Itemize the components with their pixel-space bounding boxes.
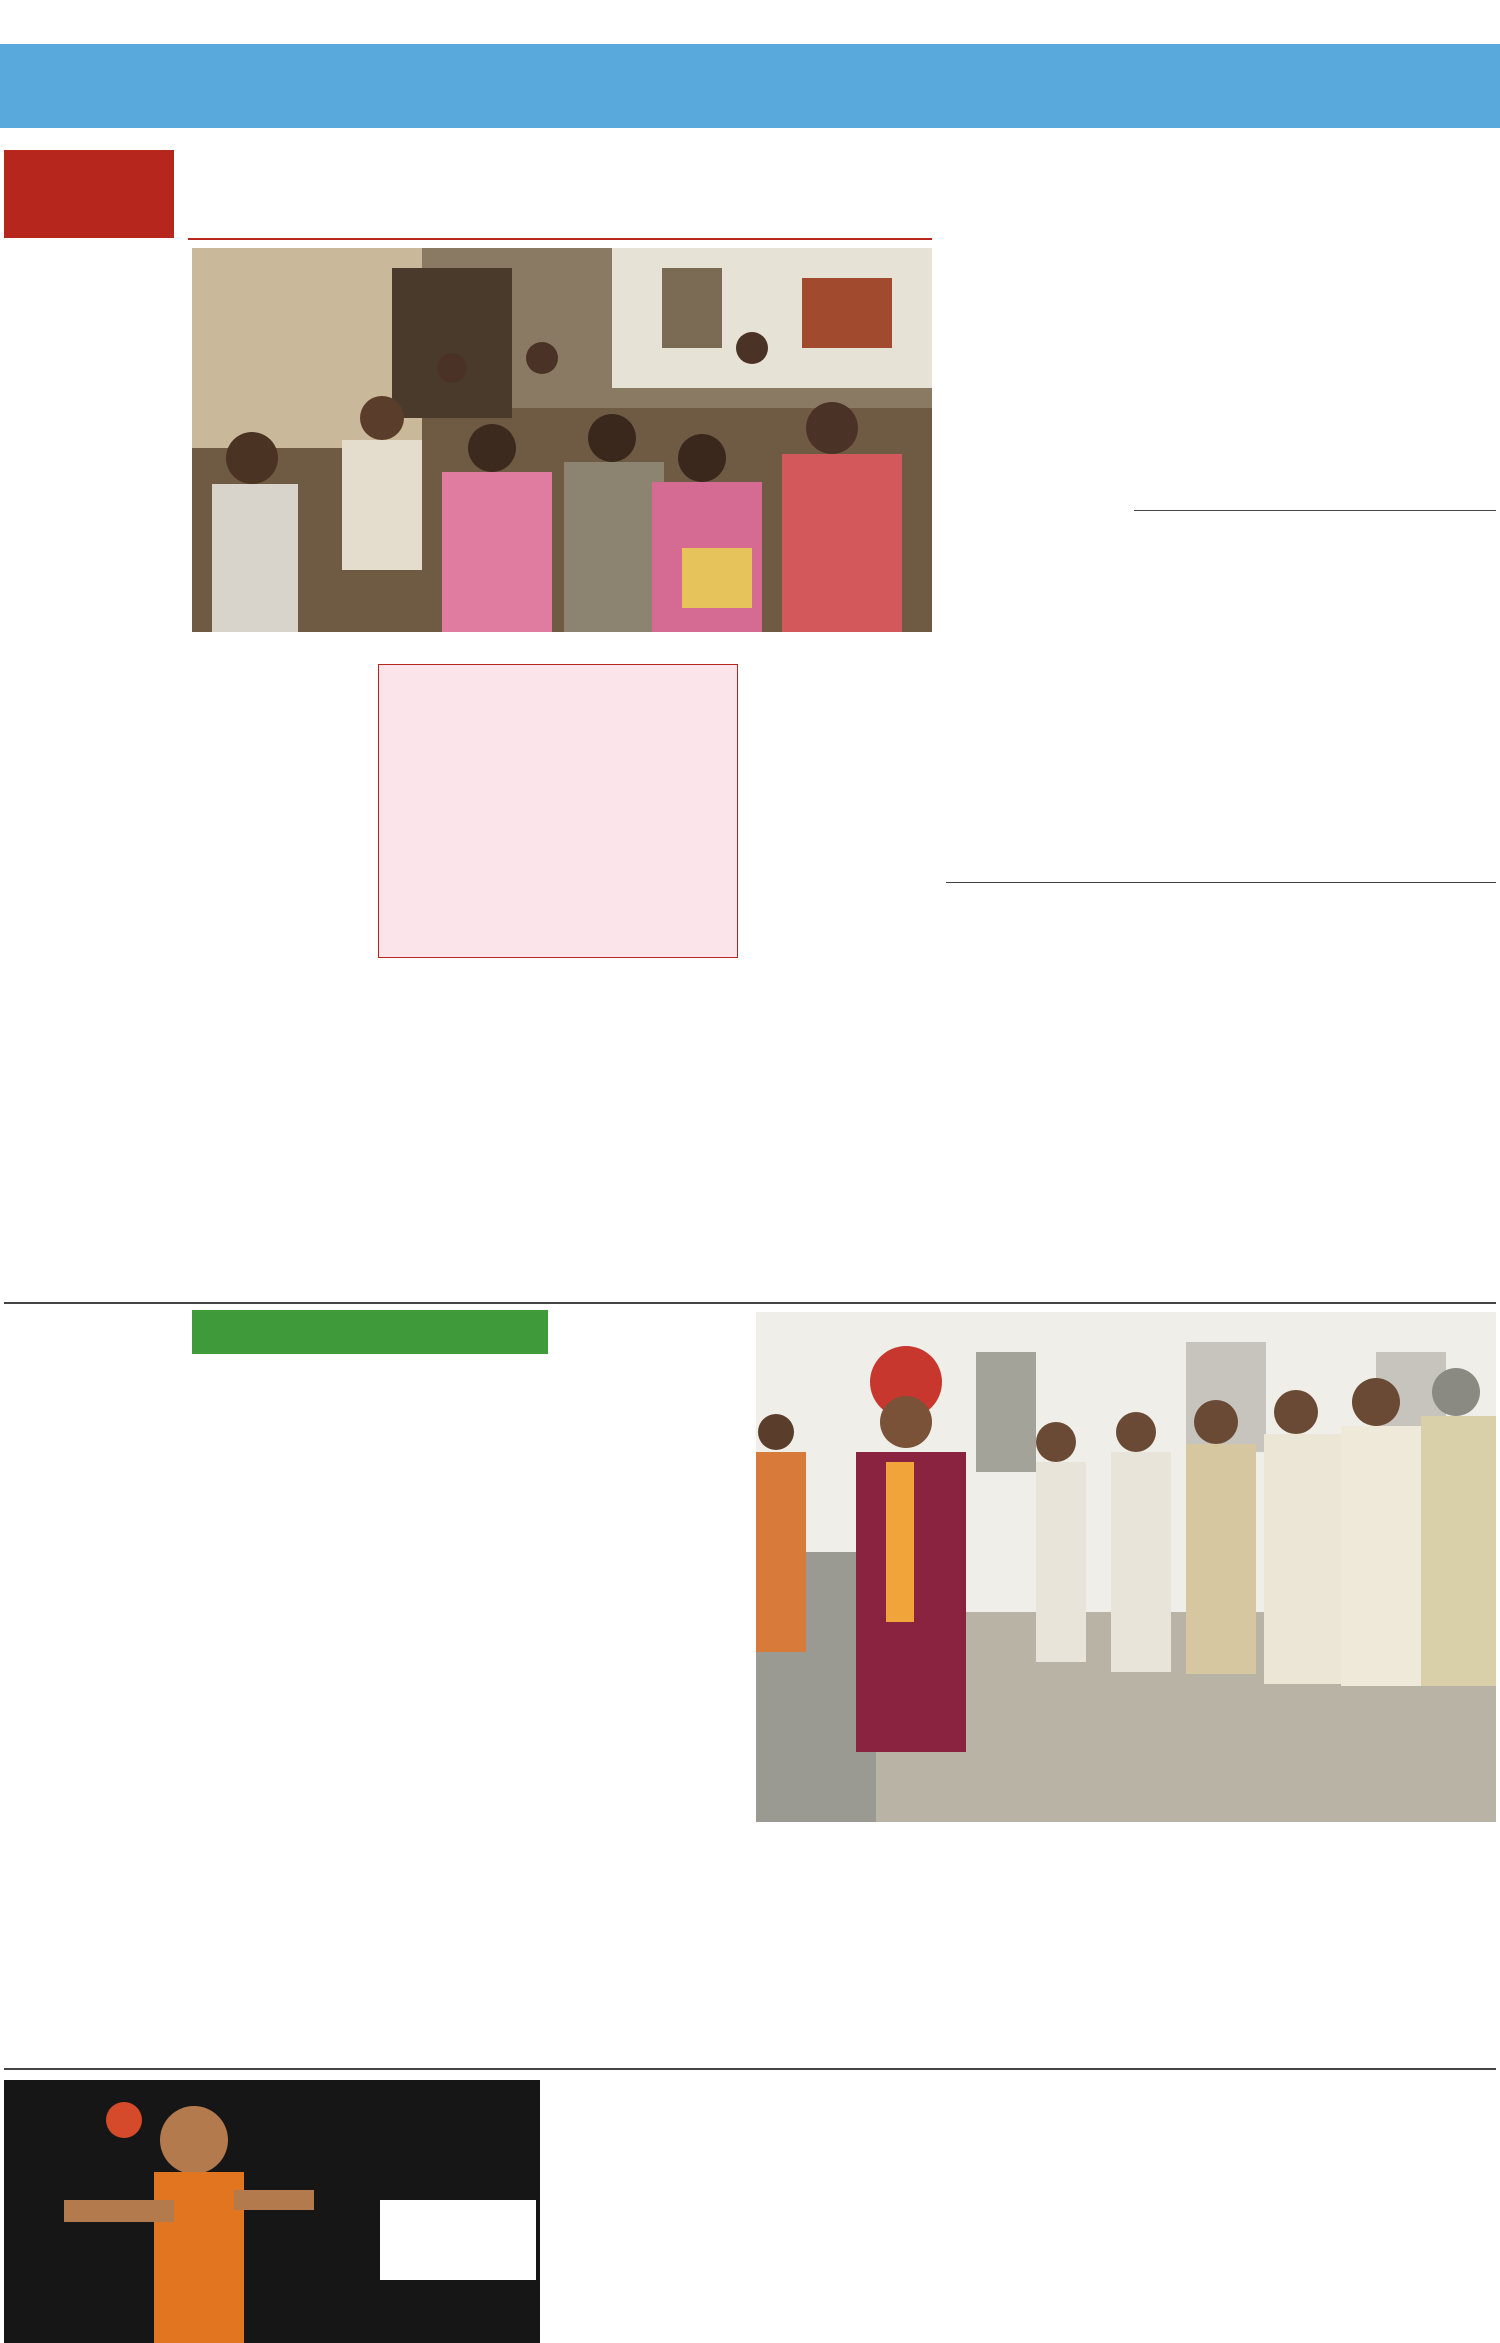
story9-kicker bbox=[548, 2082, 1308, 2110]
dateline-city bbox=[1220, 66, 1488, 84]
story2-text bbox=[946, 262, 1122, 874]
story7-text bbox=[192, 1422, 548, 2062]
section-divider-1 bbox=[4, 1302, 1496, 1304]
story1-headline bbox=[188, 152, 938, 234]
story1-box-title bbox=[390, 670, 726, 716]
story9-headline bbox=[548, 2114, 1308, 2180]
story7-headline bbox=[192, 1360, 548, 1416]
story1-col1 bbox=[4, 248, 182, 1298]
story2-headline bbox=[946, 152, 1122, 252]
story5-rule bbox=[946, 882, 1496, 883]
story1-rule bbox=[188, 238, 932, 240]
crowd-photo bbox=[192, 248, 932, 632]
story4-kicker bbox=[1134, 516, 1496, 542]
story8-text bbox=[556, 1500, 746, 2062]
story6-text bbox=[4, 1452, 184, 2064]
story5-headline bbox=[946, 888, 1496, 938]
dance-photo-caption bbox=[380, 2200, 536, 2280]
masthead-logo bbox=[60, 0, 440, 108]
dateline-date bbox=[1180, 86, 1488, 104]
story10-headline bbox=[1318, 2082, 1496, 2116]
story10-text bbox=[1318, 2120, 1496, 2336]
story3-headline bbox=[1134, 150, 1496, 300]
story1-kicker bbox=[10, 156, 168, 232]
story1-box-text bbox=[388, 722, 728, 952]
story9-text bbox=[548, 2186, 1308, 2336]
paper-name bbox=[1352, 6, 1492, 46]
puri-ceremony-photo bbox=[756, 1312, 1496, 1822]
puri-photo-caption bbox=[756, 1828, 1496, 1844]
story1-col5 bbox=[746, 664, 932, 1298]
story3-text bbox=[1134, 308, 1496, 504]
story7-kicker bbox=[198, 1318, 542, 1348]
story8-headline bbox=[556, 1312, 746, 1492]
story5-text bbox=[946, 942, 1496, 1064]
story4-headline bbox=[1134, 546, 1496, 608]
story1-col4 bbox=[562, 968, 738, 1298]
story1-col3 bbox=[378, 968, 556, 1298]
story6-headline bbox=[4, 1312, 184, 1442]
page-number bbox=[1300, 105, 1488, 123]
story4-text bbox=[1134, 612, 1496, 874]
section-divider-2 bbox=[4, 2068, 1496, 2070]
crowd-photo-caption bbox=[192, 638, 932, 654]
story3-rule bbox=[1134, 510, 1496, 511]
story1-col2 bbox=[192, 664, 370, 1298]
